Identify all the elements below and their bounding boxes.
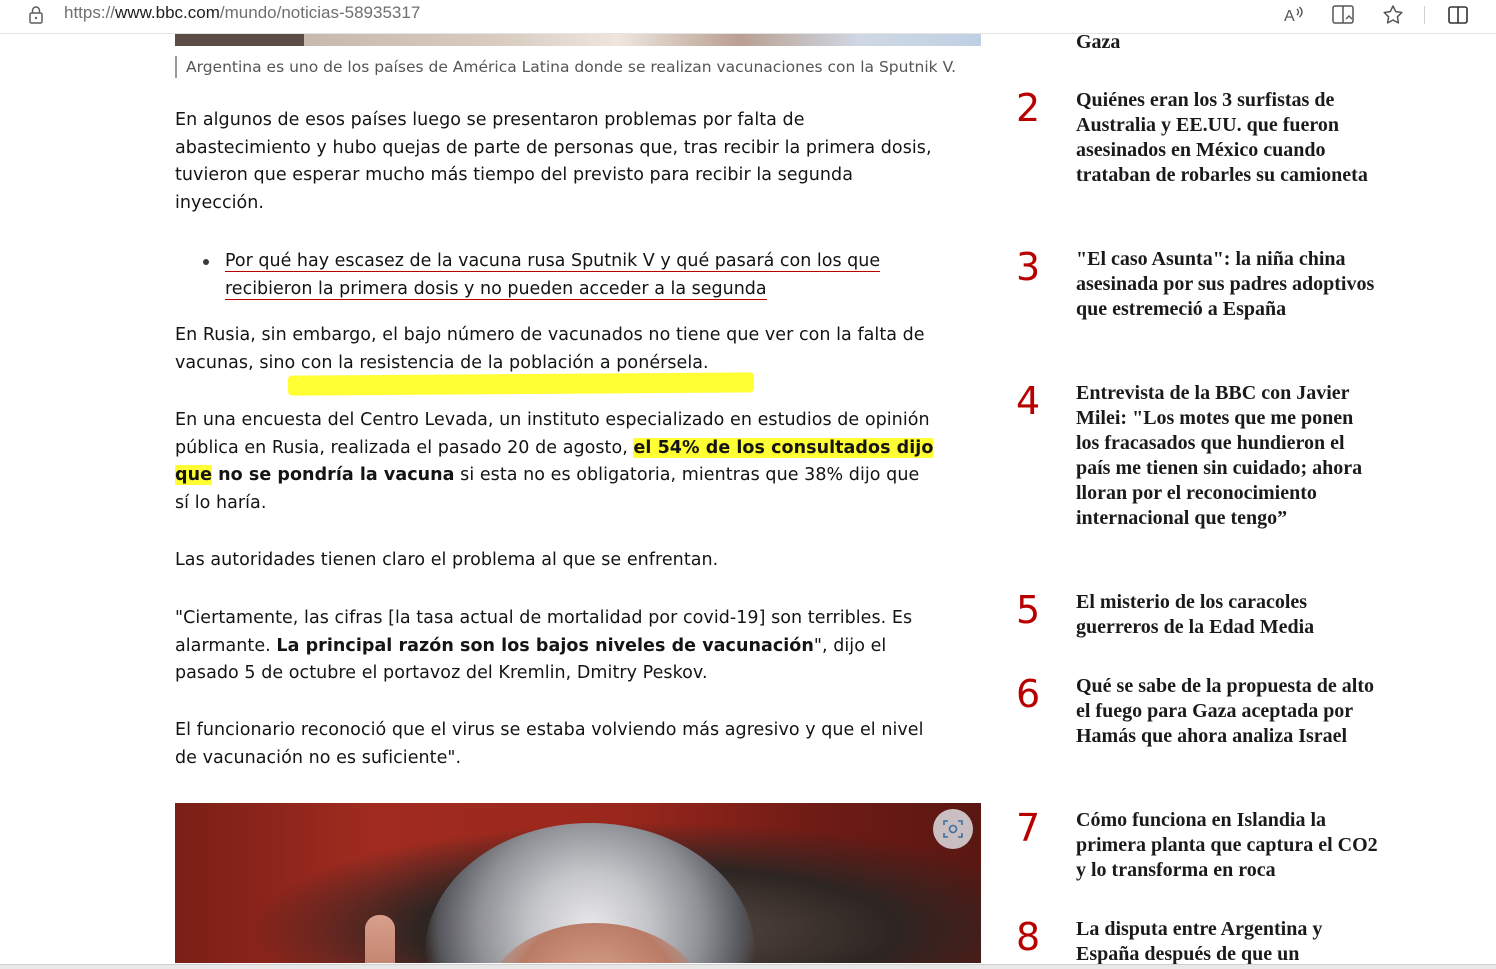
most-read-title[interactable]: Entrevista de la BBC con Javier Milei: "Los motes que me ponen los fracasados que hundieron el país me tienen sin cuidado; ahora lloran por el reconocimiento internacional que tengo”	[1076, 382, 1363, 529]
article-paragraph-3	[175, 407, 935, 517]
url-host: www.bbc.com	[115, 3, 220, 22]
paragraph-3-text: En una encuesta del Centro Levada, un instituto especializado en estudios de opinión pública en Rusia, realizada el pasado 20 de agosto,	[175, 410, 930, 458]
most-read-rank: 4	[1016, 379, 1041, 423]
most-read-title[interactable]: "El caso Asunta": la niña china asesinada por sus padres adoptivos que estremeció a España	[1076, 248, 1375, 320]
photo-subject-hand	[365, 915, 395, 963]
paragraph-2-text: En Rusia, sin embargo, el bajo número de vacunados no tiene que ver con la falta de vacunas,	[175, 325, 925, 373]
related-article-link-text: Por qué hay escasez de la vacuna rusa Sputnik V y qué pasará con los que recibieron la primera dosis y no pueden acceder a la segunda	[225, 251, 881, 299]
related-link-list	[200, 247, 920, 303]
toolbar-separator	[1424, 6, 1425, 24]
article-image-bottom-strip	[175, 34, 981, 46]
most-read-title[interactable]: La disputa entre Argentina y España después de que un	[1076, 918, 1323, 964]
favorite-star-icon[interactable]	[1381, 3, 1405, 27]
related-article-link[interactable]	[225, 247, 920, 303]
visual-search-icon[interactable]	[933, 809, 973, 849]
paragraph-5-bold: La principal razón son los bajos niveles de vacunación	[276, 635, 814, 656]
most-read-rank: 2	[1016, 86, 1041, 130]
most-read-rank: 7	[1016, 806, 1041, 850]
most-read-item-1-fragment[interactable]: Gaza	[1076, 31, 1121, 52]
url-prefix: https://	[64, 3, 116, 22]
bullet-dot-icon	[203, 259, 209, 265]
most-read-item-8[interactable]	[1016, 917, 1396, 964]
most-read-title[interactable]: Qué se sabe de la propuesta de alto el fuego para Gaza aceptada por Hamás que ahora analiza Israel	[1076, 675, 1374, 747]
paragraph-5-end: ", dijo el pasado 5 de octubre el portavoz del Kremlin, Dmitry Peskov.	[175, 635, 887, 683]
lock-icon[interactable]	[27, 5, 45, 25]
article-photo-peskov	[175, 803, 981, 963]
read-aloud-icon[interactable]	[1282, 3, 1306, 27]
most-read-rank: 6	[1016, 672, 1041, 716]
paragraph-3-bold: no se pondría la vacuna	[212, 465, 455, 485]
paragraph-3-end: si esta no es obligatoria, mientras que 38% dijo que sí lo haría.	[175, 465, 920, 513]
paragraph-5-text: "Ciertamente, las cifras [la tasa actual de mortalidad por covid-19] son terribles. Es alarmante.	[175, 608, 913, 656]
immersive-reader-icon[interactable]	[1331, 3, 1355, 27]
image-caption: Argentina es uno de los países de América Latina donde se realizan vacunaciones con la Sputnik V.	[175, 56, 985, 78]
most-read-rank: 3	[1016, 245, 1041, 289]
article-paragraph-2	[175, 322, 935, 377]
article-paragraph-5	[175, 605, 935, 688]
svg-text:A: A	[1284, 8, 1295, 25]
most-read-title[interactable]: El misterio de los caracoles guerreros de la Edad Media	[1076, 591, 1315, 638]
most-read-rank: 8	[1016, 917, 1041, 959]
most-read-title[interactable]: Quiénes eran los 3 surfistas de Australia y EE.UU. que fueron asesinados en México cuando trataban de robarles su camioneta	[1076, 89, 1368, 186]
paragraph-3-highlight: el 54% de los consultados dijo que	[175, 437, 934, 485]
browser-address-bar	[0, 0, 1496, 34]
paragraph-2-highlighted-text: sino con la resistencia de la población a ponérsela.	[259, 352, 709, 373]
most-read-title[interactable]: Cómo funciona en Islandia la primera planta que captura el CO2 y lo transforma en roca	[1076, 809, 1378, 881]
url-field[interactable]	[64, 3, 420, 23]
url-path: /mundo/noticias-58935317	[219, 3, 421, 22]
article-paragraph-4: Las autoridades tienen claro el problema al que se enfrentan.	[175, 550, 719, 570]
article-paragraph-1: En algunos de esos países luego se presentaron problemas por falta de abastecimiento y hubo quejas de parte de personas que, tras recibir la primera dosis, tuvieron que esperar mucho más tiempo del previsto para recibir la segunda inyección.	[175, 110, 932, 213]
most-read-rank: 5	[1016, 588, 1041, 632]
article-paragraph-6: El funcionario reconoció que el virus se estaba volviendo más agresivo y que el nivel de vacunación no es suficiente".	[175, 720, 924, 768]
window-bottom-edge	[0, 964, 1496, 969]
split-screen-icon[interactable]	[1446, 3, 1470, 27]
